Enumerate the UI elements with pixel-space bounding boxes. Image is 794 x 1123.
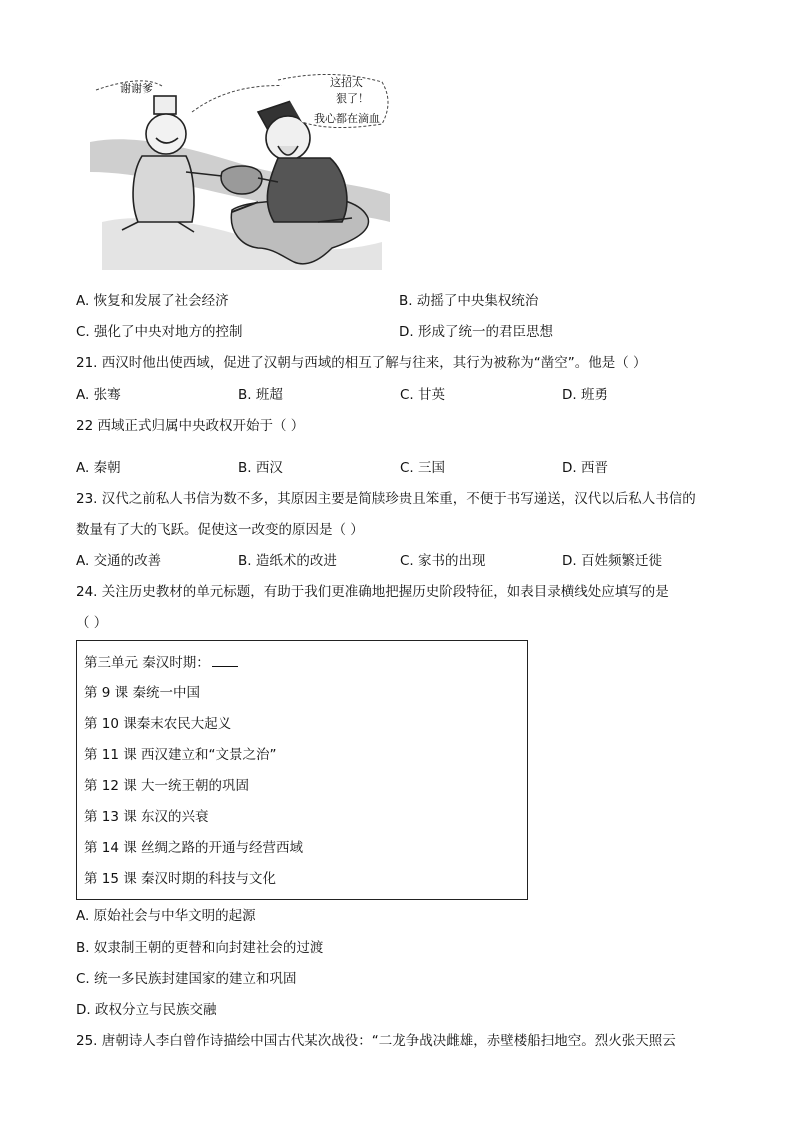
q23-option-a: A. 交通的改善 — [76, 553, 162, 569]
fill-blank-line — [212, 653, 238, 667]
q24-option-c: C. 统一多民族封建国家的建立和巩固 — [76, 971, 297, 987]
q20-option-d: D. 形成了统一的君臣思想 — [399, 324, 553, 340]
toc-lesson-10: 第 10 课秦末农民大起义 — [84, 716, 232, 732]
q25-stem: 25. 唐朝诗人李白曾作诗描绘中国古代某次战役：“二龙争战决雌雄，赤壁楼船扫地空。烈火张天照云 — [76, 1033, 676, 1049]
speech-left: 谢谢爹 — [120, 82, 153, 95]
q21-option-c: C. 甘英 — [400, 387, 446, 403]
q23-option-c: C. 家书的出现 — [400, 553, 486, 569]
q21-stem: 21. 西汉时他出使西域，促进了汉朝与西域的相互了解与往来，其行为被称为“凿空”。他是（ ） — [76, 355, 647, 371]
q22-option-b: B. 西汉 — [238, 460, 283, 476]
q23-stem-line2: 数量有了大的飞跃。促使这一改变的原因是（ ） — [76, 522, 364, 538]
q20-option-c: C. 强化了中央对地方的控制 — [76, 324, 243, 340]
q24-stem-line2: （ ） — [76, 615, 108, 631]
q23-stem-line1: 23. 汉代之前私人书信为数不多，其原因主要是简牍珍贵且笨重，不便于书写递送，汉代以后私人书信的 — [76, 491, 696, 507]
speech-right-3: 我心都在滴血 — [314, 112, 380, 125]
toc-lesson-15: 第 15 课 秦汉时期的科技与文化 — [84, 871, 277, 887]
speech-right-1: 这招太 — [330, 76, 363, 89]
q24-option-d: D. 政权分立与民族交融 — [76, 1002, 217, 1018]
q23-option-d: D. 百姓频繁迁徙 — [562, 553, 662, 569]
toc-lesson-11: 第 11 课 西汉建立和“文景之治” — [84, 747, 277, 763]
toc-unit-label: 第三单元 秦汉时期： — [84, 655, 210, 671]
toc-lesson-9: 第 9 课 秦统一中国 — [84, 685, 200, 701]
q24-option-b: B. 奴隶制王朝的更替和向封建社会的过渡 — [76, 940, 324, 956]
q22-option-c: C. 三国 — [400, 460, 446, 476]
q23-option-b: B. 造纸术的改进 — [238, 553, 337, 569]
toc-unit-title — [84, 653, 238, 672]
q22-option-d: D. 西晋 — [562, 460, 608, 476]
toc-lesson-13: 第 13 课 东汉的兴衰 — [84, 809, 209, 825]
q24-stem-line1: 24. 关注历史教材的单元标题，有助于我们更准确地把握历史阶段特征，如表目录横线处应填写的是 — [76, 584, 669, 600]
q20-option-b: B. 动摇了中央集权统治 — [399, 293, 539, 309]
q22-option-a: A. 秦朝 — [76, 460, 121, 476]
cartoon-illustration — [82, 72, 394, 274]
speech-right-2: 狠了！ — [336, 92, 369, 105]
table-of-contents-box — [76, 640, 528, 900]
q21-option-d: D. 班勇 — [562, 387, 608, 403]
q24-option-a: A. 原始社会与中华文明的起源 — [76, 908, 256, 924]
q21-option-b: B. 班超 — [238, 387, 283, 403]
q22-stem: 22 西域正式归属中央政权开始于（ ） — [76, 418, 305, 434]
q21-option-a: A. 张骞 — [76, 387, 121, 403]
toc-lesson-14: 第 14 课 丝绸之路的开通与经营西域 — [84, 840, 304, 856]
toc-lesson-12: 第 12 课 大一统王朝的巩固 — [84, 778, 250, 794]
q20-option-a: A. 恢复和发展了社会经济 — [76, 293, 229, 309]
